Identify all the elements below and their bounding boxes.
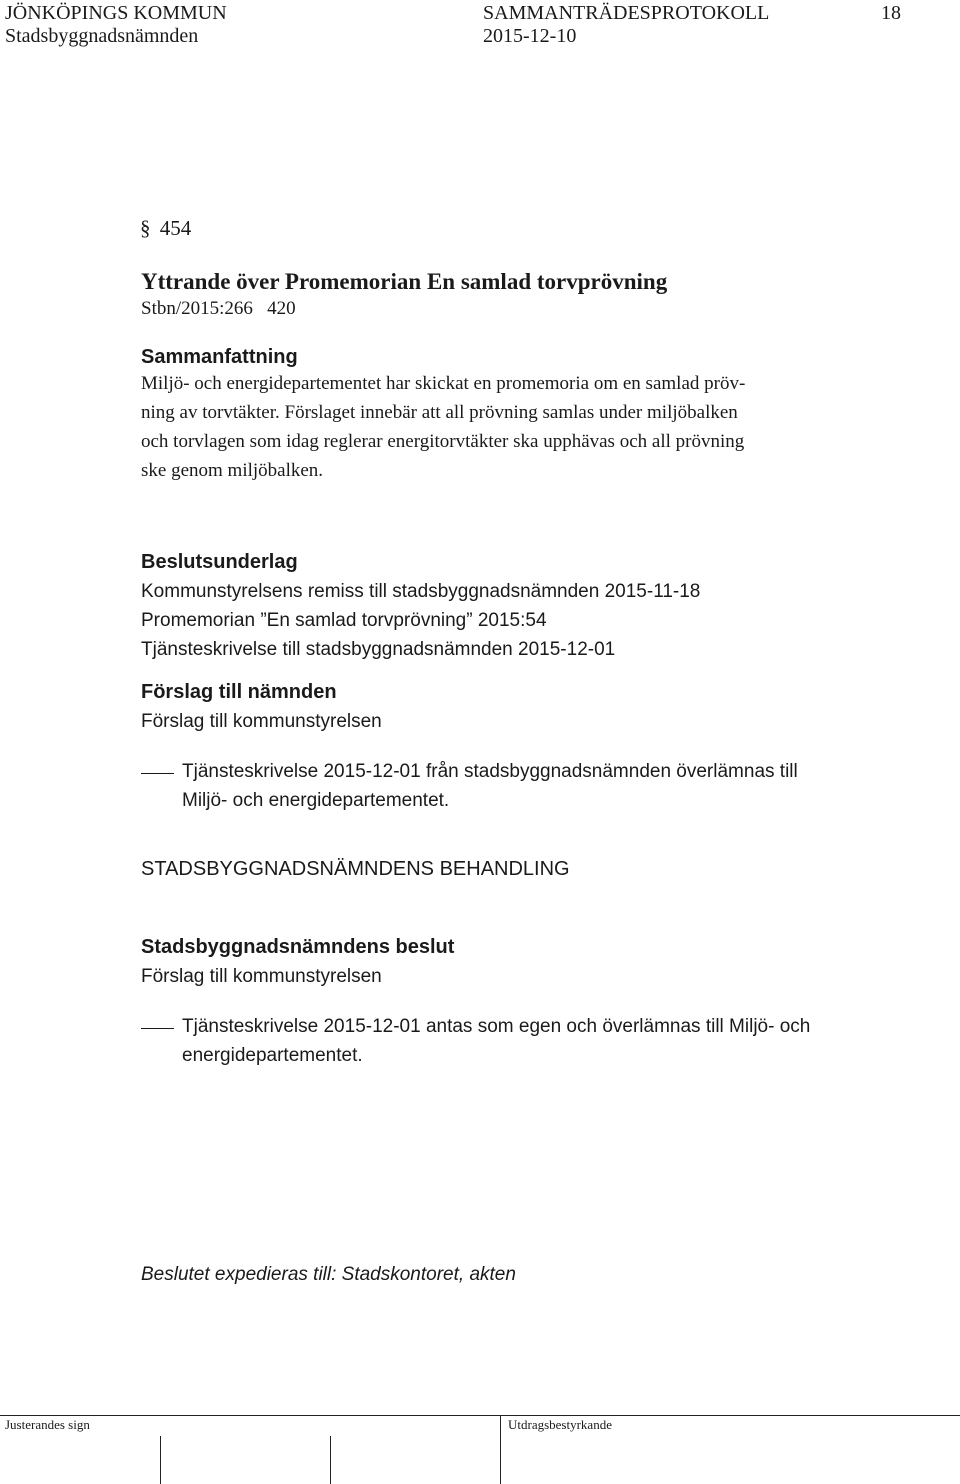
footer-center-divider [500, 1415, 501, 1484]
basis-item: Promemorian ”En samlad torvprövning” 2015:54 [141, 610, 547, 631]
committee-name: Stadsbyggnadsnämnden [5, 25, 199, 47]
proposal-line: Miljö- och energidepartementet. [182, 790, 450, 811]
summary-line: ning av torvtäkter. Förslaget innebär att all prövning samlas under miljöbalken [141, 402, 738, 423]
page-number: 18 [881, 2, 901, 24]
proposal-subheading: Förslag till kommunstyrelsen [141, 711, 382, 732]
summary-heading: Sammanfattning [141, 346, 298, 368]
certification-label: Utdragsbestyrkande [508, 1417, 612, 1432]
proposal-line: Tjänsteskrivelse 2015-12-01 från stadsbyggnadsnämnden överlämnas till [182, 761, 798, 782]
signature-box-divider [330, 1436, 331, 1484]
case-reference: Stbn/2015:266 420 [141, 298, 296, 319]
basis-item: Kommunstyrelsens remiss till stadsbyggnadsnämnden 2015-11-18 [141, 581, 701, 602]
treatment-heading: STADSBYGGNADSNÄMNDENS BEHANDLING [141, 858, 570, 880]
decision-line: Tjänsteskrivelse 2015-12-01 antas som egen och överlämnas till Miljö- och [182, 1016, 811, 1037]
section-sign: § [140, 216, 151, 240]
summary-line: Miljö- och energidepartementet har skickat en promemoria om en samlad pröv- [141, 373, 746, 394]
organization-name: JÖNKÖPINGS KOMMUN [5, 2, 227, 24]
signature-box-divider [160, 1436, 161, 1484]
basis-item: Tjänsteskrivelse till stadsbyggnadsnämnden 2015-12-01 [141, 639, 616, 660]
basis-heading: Beslutsunderlag [141, 551, 298, 573]
paragraph-number [140, 216, 191, 241]
footer-rule [0, 1415, 960, 1416]
meeting-date: 2015-12-10 [483, 25, 577, 47]
decision-bullet-text [182, 1012, 810, 1070]
proposal-bullet-text [182, 757, 798, 815]
bullet-dash [141, 1028, 174, 1029]
document-type: SAMMANTRÄDESPROTOKOLL [483, 2, 770, 24]
decision-heading: Stadsbyggnadsnämndens beslut [141, 936, 455, 958]
decision-line: energidepartementet. [182, 1045, 363, 1066]
item-title: Yttrande över Promemorian En samlad torvprövning [141, 269, 668, 294]
summary-text [141, 369, 745, 485]
signature-label: Justerandes sign [5, 1417, 90, 1432]
paragraph-number-value: 454 [159, 216, 192, 240]
dispatch-note: Beslutet expedieras till: Stadskontoret, akten [141, 1264, 516, 1285]
decision-subheading: Förslag till kommunstyrelsen [141, 966, 382, 987]
proposal-heading: Förslag till nämnden [141, 681, 337, 703]
bullet-dash [141, 773, 174, 774]
summary-line: och torvlagen som idag reglerar energitorvtäkter ska upphävas och all prövning [141, 431, 745, 452]
basis-list [141, 577, 700, 664]
summary-line: ske genom miljöbalken. [141, 460, 324, 481]
